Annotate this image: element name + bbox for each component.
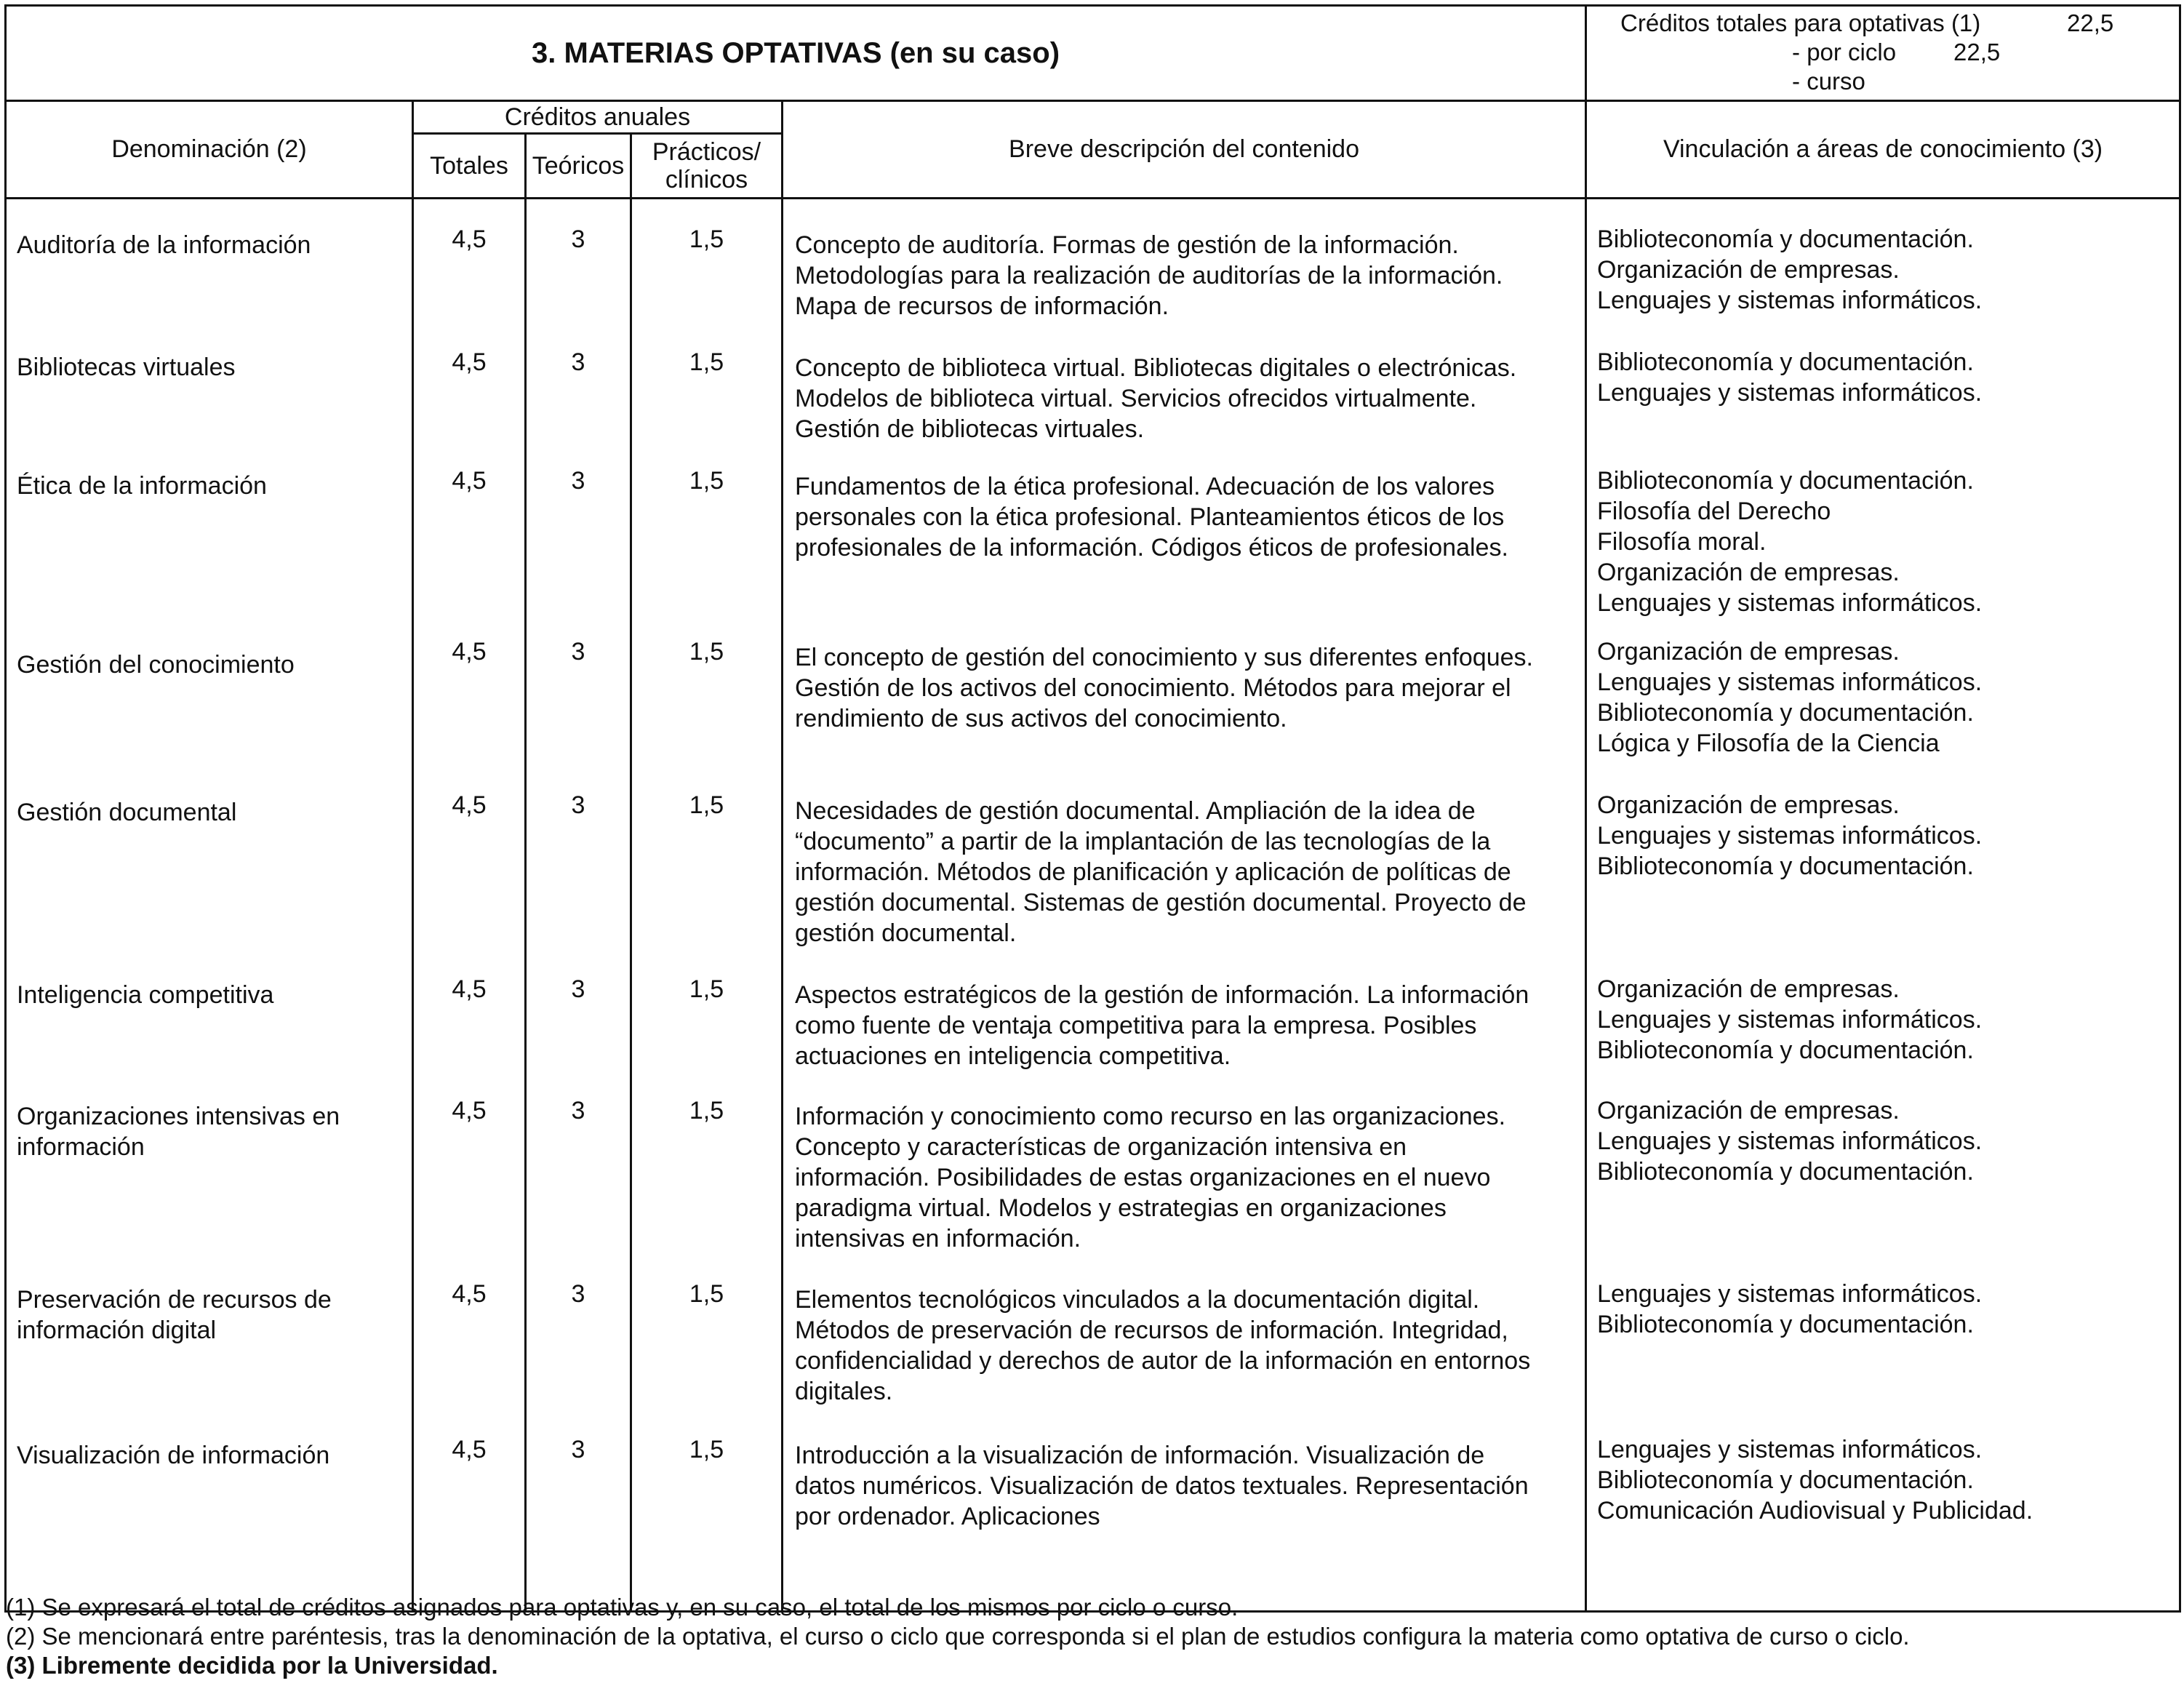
subject-name-line: información digital [17, 1317, 217, 1344]
practicos-column [631, 199, 783, 1612]
description-line: Aspectos estratégicos de la gestión de información. La información [795, 981, 1529, 1009]
knowledge-area: Lenguajes y sistemas informáticos. [1597, 1006, 1983, 1034]
credit-practicos: 1,5 [689, 1436, 724, 1463]
credit-teoricos: 3 [571, 225, 585, 253]
subject-name [7, 980, 412, 1010]
subject-name [7, 1285, 412, 1346]
knowledge-area: Lenguajes y sistemas informáticos. [1597, 287, 1983, 314]
description-line: como fuente de ventaja competitiva para la empresa. Posibles [795, 1012, 1477, 1039]
description-line: Gestión de bibliotecas virtuales. [795, 415, 1145, 443]
subject-name-line: Inteligencia competitiva [17, 981, 274, 1009]
knowledge-areas [1587, 974, 2179, 1066]
col-descripcion: Breve descripción del contenido [783, 101, 1586, 199]
description-line: información. Posibilidades de estas organizaciones en el nuevo [795, 1164, 1491, 1191]
vinculacion-column [1586, 199, 2180, 1612]
knowledge-areas [1587, 1279, 2179, 1340]
description-line: Concepto y características de organización intensiva en [795, 1133, 1407, 1161]
credit-totales: 4,5 [452, 1280, 487, 1308]
knowledge-area: Organización de empresas. [1597, 791, 1900, 819]
description-line: datos numéricos. Visualización de datos textuales. Representación [795, 1472, 1529, 1500]
credit-totales: 4,5 [452, 1436, 487, 1463]
description-line: Elementos tecnológicos vinculados a la documentación digital. [795, 1286, 1480, 1314]
knowledge-area: Biblioteconomía y documentación. [1597, 1036, 1974, 1064]
content-description [783, 1285, 1585, 1407]
por-ciclo-label: - por ciclo [1792, 39, 1897, 65]
credit-totales: 4,5 [452, 467, 487, 495]
description-line: digitales. [795, 1378, 893, 1405]
description-line: Concepto de biblioteca virtual. Bibliotecas digitales o electrónicas. [795, 354, 1517, 382]
credit-teoricos: 3 [571, 1436, 585, 1463]
description-line: Información y conocimiento como recurso en las organizaciones. [795, 1103, 1506, 1130]
knowledge-area: Filosofía del Derecho [1597, 498, 1831, 525]
credit-totales: 4,5 [452, 225, 487, 253]
credit-totales: 4,5 [452, 791, 487, 819]
subject-name [7, 471, 412, 501]
totals-label: Créditos totales para optativas (1) [1620, 9, 1981, 36]
knowledge-area: Lenguajes y sistemas informáticos. [1597, 822, 1983, 850]
knowledge-area: Organización de empresas. [1597, 559, 1900, 586]
description-line: gestión documental. Sistemas de gestión documental. Proyecto de [795, 889, 1527, 916]
col-practicos-line2: clínicos [665, 166, 748, 193]
knowledge-area: Organización de empresas. [1597, 256, 1900, 284]
footnote-1: (1) Se expresará el total de créditos asignados para optativas y, en su caso, el total de los mismos por ciclo o curso. [6, 1594, 1239, 1621]
credit-teoricos: 3 [571, 467, 585, 495]
content-description [783, 642, 1585, 734]
knowledge-area: Lenguajes y sistemas informáticos. [1597, 1280, 1983, 1308]
credit-practicos: 1,5 [689, 467, 724, 495]
credit-teoricos: 3 [571, 791, 585, 819]
por-ciclo-value: 22,5 [1953, 39, 2001, 65]
description-line: intensivas en información. [795, 1225, 1081, 1252]
credit-teoricos: 3 [571, 975, 585, 1003]
knowledge-areas [1587, 790, 2179, 882]
content-description [783, 471, 1585, 563]
credit-totales: 4,5 [452, 348, 487, 376]
knowledge-area: Biblioteconomía y documentación. [1597, 1311, 1974, 1338]
credit-practicos: 1,5 [689, 1280, 724, 1308]
credit-practicos: 1,5 [689, 791, 724, 819]
col-practicos [631, 134, 783, 199]
subject-name-line: información [17, 1133, 145, 1161]
content-description [783, 980, 1585, 1071]
knowledge-areas [1587, 636, 2179, 759]
col-teoricos: Teóricos [526, 134, 631, 199]
description-line: confidencialidad y derechos de autor de la información en entornos [795, 1347, 1531, 1375]
subject-name-line: Ética de la información [17, 472, 267, 500]
subject-name [7, 230, 412, 260]
credit-teoricos: 3 [571, 1280, 585, 1308]
credit-totals-box [1586, 6, 2180, 101]
subject-name-line: Visualización de información [17, 1442, 330, 1469]
credit-teoricos: 3 [571, 638, 585, 666]
description-line: Fundamentos de la ética profesional. Adecuación de los valores [795, 473, 1495, 500]
col-practicos-line1: Prácticos/ [652, 138, 761, 166]
knowledge-area: Organización de empresas. [1597, 638, 1900, 666]
footnotes [6, 1593, 1910, 1680]
description-line: El concepto de gestión del conocimiento y sus diferentes enfoques. [795, 644, 1533, 671]
col-denominacion: Denominación (2) [6, 101, 413, 199]
knowledge-area: Comunicación Audiovisual y Publicidad. [1597, 1497, 2033, 1525]
credit-practicos: 1,5 [689, 225, 724, 253]
subject-name-line: Gestión documental [17, 799, 237, 826]
description-line: información. Métodos de planificación y aplicación de políticas de [795, 858, 1511, 886]
col-vinculacion: Vinculación a áreas de conocimiento (3) [1586, 101, 2180, 199]
description-line: Concepto de auditoría. Formas de gestión de la información. [795, 231, 1459, 259]
content-description [783, 1440, 1585, 1532]
knowledge-area: Filosofía moral. [1597, 528, 1767, 556]
subject-name-line: Organizaciones intensivas en [17, 1103, 340, 1130]
totales-column [413, 199, 526, 1612]
knowledge-area: Lenguajes y sistemas informáticos. [1597, 1127, 1983, 1155]
knowledge-area: Organización de empresas. [1597, 1097, 1900, 1124]
knowledge-area: Lenguajes y sistemas informáticos. [1597, 589, 1983, 617]
knowledge-areas [1587, 466, 2179, 618]
content-description [783, 796, 1585, 948]
description-line: paradigma virtual. Modelos y estrategias en organizaciones [795, 1194, 1447, 1222]
subject-name [7, 352, 412, 383]
subject-name-line: Bibliotecas virtuales [17, 353, 236, 381]
knowledge-area: Biblioteconomía y documentación. [1597, 225, 1974, 253]
credit-totales: 4,5 [452, 975, 487, 1003]
knowledge-area: Lógica y Filosofía de la Ciencia [1597, 730, 1940, 757]
description-line: Modelos de biblioteca virtual. Servicios ofrecidos virtualmente. [795, 385, 1477, 412]
col-creditos-anuales: Créditos anuales [413, 101, 783, 134]
totals-value: 22,5 [2067, 9, 2114, 36]
description-line: rendimiento de sus activos del conocimiento. [795, 705, 1287, 732]
knowledge-areas [1587, 347, 2179, 408]
credit-teoricos: 3 [571, 348, 585, 376]
description-line: Métodos de preservación de recursos de información. Integridad, [795, 1317, 1508, 1344]
knowledge-area: Biblioteconomía y documentación. [1597, 348, 1974, 376]
credit-practicos: 1,5 [689, 638, 724, 666]
description-line: profesionales de la información. Códigos éticos de profesionales. [795, 534, 1508, 562]
description-line: Necesidades de gestión documental. Ampliación de la idea de [795, 797, 1476, 825]
subject-name-line: Auditoría de la información [17, 231, 311, 259]
optativas-table [4, 4, 2181, 1613]
subject-name [7, 1101, 412, 1162]
content-description [783, 1101, 1585, 1254]
description-line: personales con la ética profesional. Planteamientos éticos de los [795, 503, 1505, 531]
knowledge-areas [1587, 1095, 2179, 1187]
descripcion-column [783, 199, 1586, 1612]
knowledge-area: Lenguajes y sistemas informáticos. [1597, 668, 1983, 696]
knowledge-area: Biblioteconomía y documentación. [1597, 699, 1974, 727]
credit-practicos: 1,5 [689, 1097, 724, 1124]
subject-name [7, 797, 412, 828]
description-line: gestión documental. [795, 919, 1017, 947]
knowledge-areas [1587, 224, 2179, 316]
subject-name [7, 1440, 412, 1471]
curso-label: - curso [1792, 68, 1865, 95]
description-line: Gestión de los activos del conocimiento. Métodos para mejorar el [795, 674, 1511, 702]
credit-teoricos: 3 [571, 1097, 585, 1124]
subject-name-line: Preservación de recursos de [17, 1286, 332, 1314]
col-totales: Totales [413, 134, 526, 199]
subject-name-line: Gestión del conocimiento [17, 651, 295, 679]
credit-practicos: 1,5 [689, 975, 724, 1003]
knowledge-area: Biblioteconomía y documentación. [1597, 1158, 1974, 1186]
content-description [783, 353, 1585, 444]
knowledge-area: Lenguajes y sistemas informáticos. [1597, 1436, 1983, 1463]
footnote-3: (3) Libremente decidida por la Universidad. [6, 1652, 498, 1679]
names-column [6, 199, 413, 1612]
knowledge-area: Biblioteconomía y documentación. [1597, 1466, 1974, 1494]
knowledge-area: Lenguajes y sistemas informáticos. [1597, 379, 1983, 407]
section-title: 3. MATERIAS OPTATIVAS (en su caso) [6, 6, 1586, 101]
subject-name [7, 650, 412, 680]
description-line: Metodologías para la realización de auditorías de la información. [795, 262, 1503, 289]
credit-totales: 4,5 [452, 638, 487, 666]
credit-practicos: 1,5 [689, 348, 724, 376]
credit-totales: 4,5 [452, 1097, 487, 1124]
content-description [783, 230, 1585, 321]
description-line: Mapa de recursos de información. [795, 292, 1169, 320]
knowledge-area: Organización de empresas. [1597, 975, 1900, 1003]
description-line: “documento” a partir de la implantación de las tecnologías de la [795, 828, 1491, 855]
description-line: por ordenador. Aplicaciones [795, 1503, 1100, 1530]
knowledge-area: Biblioteconomía y documentación. [1597, 467, 1974, 495]
knowledge-areas [1587, 1434, 2179, 1526]
knowledge-area: Biblioteconomía y documentación. [1597, 852, 1974, 880]
footnote-2: (2) Se mencionará entre paréntesis, tras la denominación de la optativa, el curso o ciclo que corresponda si el plan de estudios configura la materia como optativa de curso o ciclo. [6, 1623, 1910, 1650]
description-line: actuaciones en inteligencia competitiva. [795, 1042, 1231, 1070]
teoricos-column [526, 199, 631, 1612]
description-line: Introducción a la visualización de información. Visualización de [795, 1442, 1485, 1469]
